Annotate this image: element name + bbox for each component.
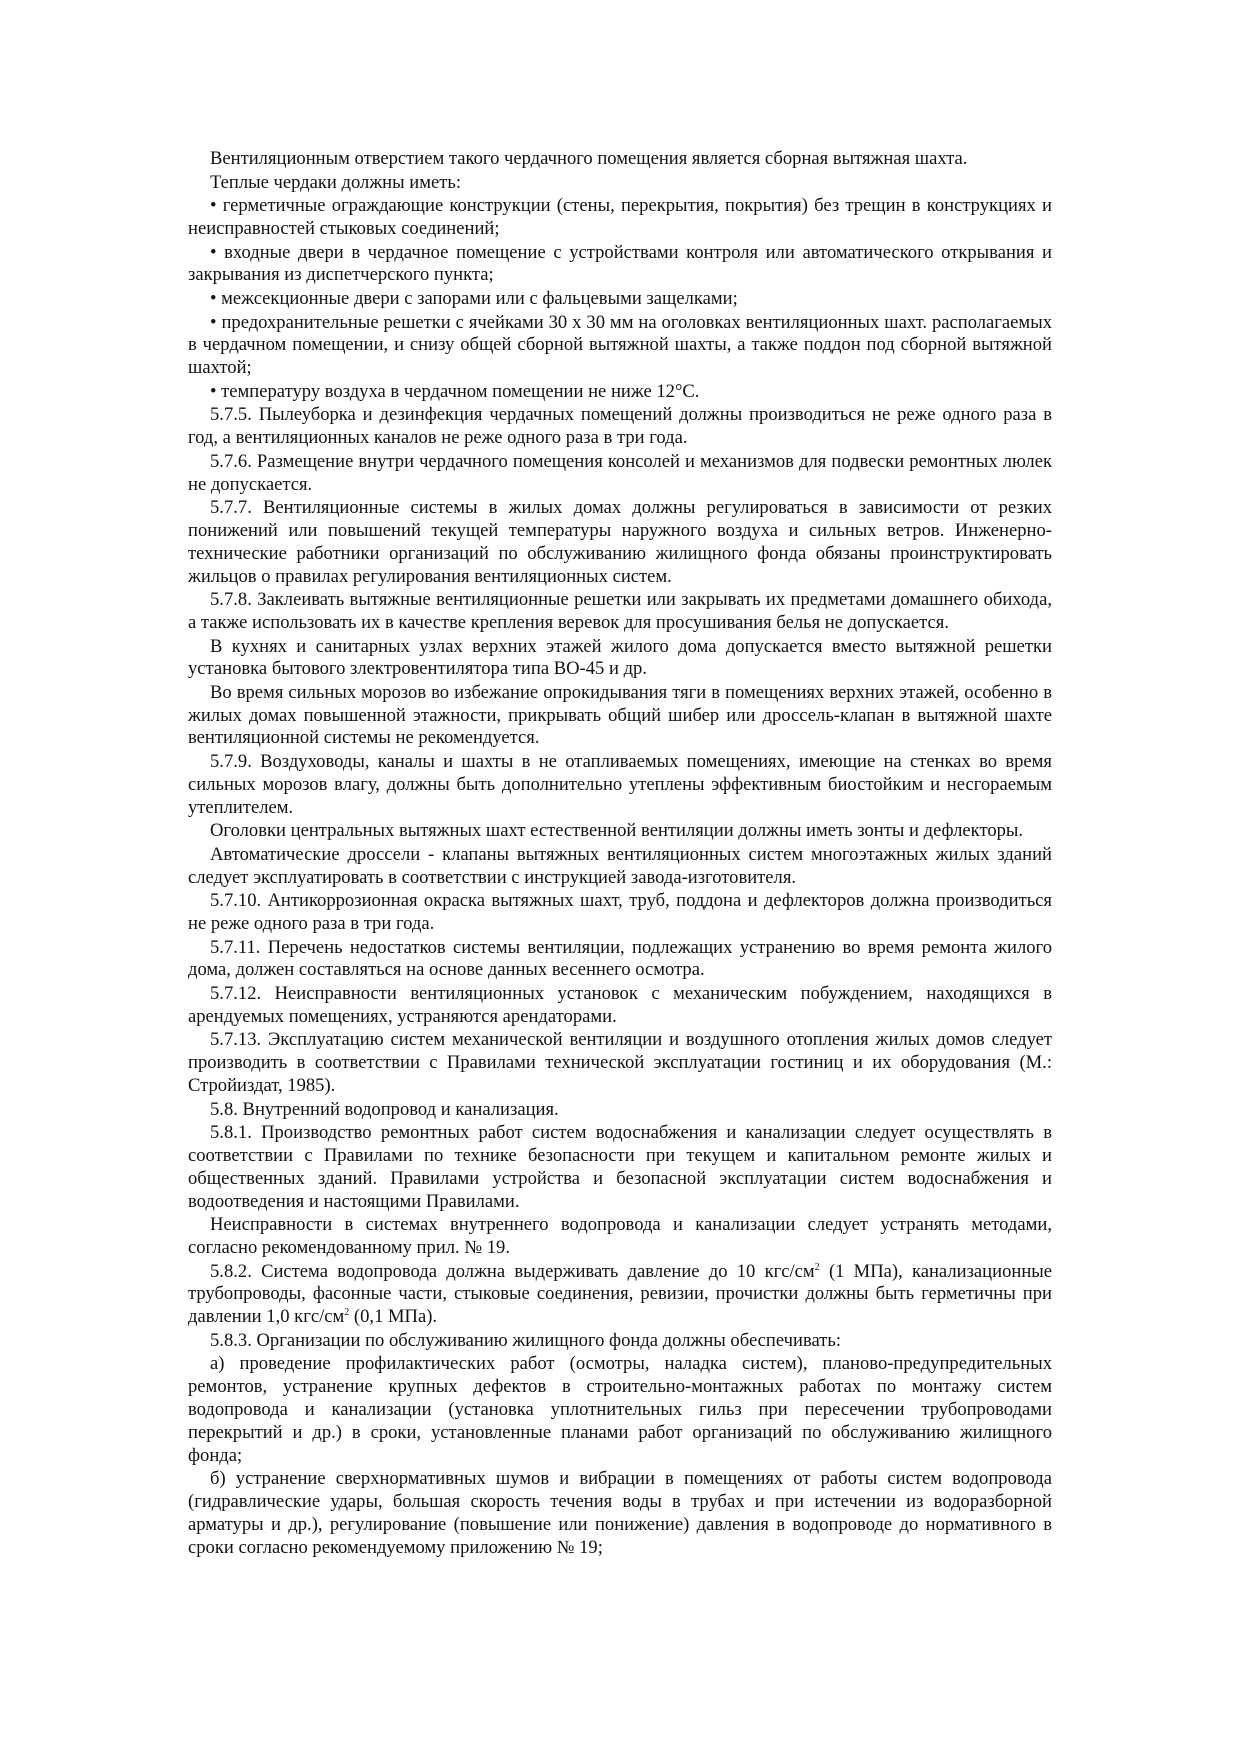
paragraph: Неисправности в системах внутреннего водопровода и канализации следует устранять методами, согласно рекомендованному прил. № 19. <box>188 1214 1052 1258</box>
paragraph: Теплые чердаки должны иметь: <box>210 171 461 193</box>
clause-5-7-7: 5.7.7. Вентиляционные системы в жилых домах должны регулироваться в зависимости от резких понижений или повышений текущей температуры наружного воздуха и сильных ветров. Инженерно-технические работники организаций по обслуживанию жилищного фонда обязаны проинструктировать жильцов о правилах регулирования вентиляционных систем. <box>188 497 1052 587</box>
clause-5-7-5: 5.7.5. Пылеуборка и дезинфекция чердачных помещений должны производиться не реже одного раза в год, а вентиляционных каналов не реже одного раза в три года. <box>188 404 1052 449</box>
clause-5-7-8: 5.7.8. Заклеивать вытяжные вентиляционные решетки или закрывать их предметами домашнего обихода, а также использовать их в качестве крепления веревок для просушивания белья не допускается. <box>188 589 1052 633</box>
clause-5-7-11: 5.7.11. Перечень недостатков системы вентиляции, подлежащих устранению во время ремонта жилого дома, должен составляться на основе данных весеннего осмотра. <box>188 936 1052 981</box>
clause-5-8-3: 5.8.3. Организации по обслуживанию жилищного фонда должны обеспечивать: <box>210 1329 842 1351</box>
list-item-b: б) устранение сверхнормативных шумов и вибрации в помещениях от работы систем водопровода (гидравлические удары, большая скорость течения воды в трубах и при истечении из водоразборной арматуры и др.), регулирование (повышение или понижение) давления в водопроводе до нормативного в сроки согласно рекомендуемому приложению № 19; <box>188 1468 1052 1558</box>
bullet-item: • межсекционные двери с запорами или с фальцевыми защелками; <box>210 287 738 309</box>
bullet-item: • температуру воздуха в чердачном помещении не ниже 12°С. <box>210 380 700 402</box>
section-heading-5-8: 5.8. Внутренний водопровод и канализация. <box>210 1098 559 1120</box>
paragraph: В кухнях и санитарных узлах верхних этажей жилого дома допускается вместо вытяжной решетки установка бытового злектровентилятора типа ВО-45 и др. <box>188 635 1052 680</box>
clause-5-8-2-text: 5.8.2. Система водопровода должна выдерживать давление до 10 кгс/см <box>210 1260 815 1282</box>
clause-5-8-2-text: (1 МПа), канализационные трубопроводы, фасонные части, стыковые соединения, ревизии, прочистки должны быть герметичны при давлении 1,0 кгс/см <box>188 1260 1053 1328</box>
paragraph: Вентиляционным отверстием такого чердачного помещения является сборная вытяжная шахта. <box>210 148 968 169</box>
clause-5-7-12: 5.7.12. Неисправности вентиляционных установок с механическим побуждением, находящихся в арендуемых помещениях, устраняются арендаторами. <box>188 983 1052 1027</box>
clause-5-7-9: 5.7.9. Воздуховоды, каналы и шахты в не отапливаемых помещениях, имеющие на стенках во время сильных морозов влагу, должны быть дополнительно утеплены эффективным биостойким и несгораемым утеплителем. <box>188 751 1052 818</box>
bullet-item: • герметичные ограждающие конструкции (стены, перекрытия, покрытия) без трещин в конструкциях и неисправностей стыковых соединений; <box>188 195 1052 239</box>
bullet-item: • входные двери в чердачное помещение с устройствами контроля или автоматического открывания и закрывания из диспетчерского пункта; <box>188 241 1052 286</box>
clause-5-7-13: 5.7.13. Эксплуатацию систем механической вентиляции и воздушного отопления жилых домов следует производить в соответствии с Правилами технической эксплуатации гостиниц и их оборудования (М.: Стройиздат, 1985). <box>188 1029 1052 1097</box>
clause-5-8-2 <box>188 1261 1052 1329</box>
clause-5-8-1: 5.8.1. Производство ремонтных работ систем водоснабжения и канализации следует осуществлять в соответствии с Правилами по технике безопасности при текущем и капитальном ремонте жилых и общественных зданий. Правилами устройства и безопасной эксплуатации систем водоснабжения и водоотведения и настоящими Правилами. <box>188 1122 1052 1212</box>
paragraph: Во время сильных морозов во избежание опрокидывания тяги в помещениях верхних этажей, особенно в жилых домах повышенной этажности, прикрывать общий шибер или дроссель-клапан в вытяжной шахте вентиляционной системы не рекомендуется. <box>188 681 1052 749</box>
clause-5-8-2-text: (0,1 МПа). <box>349 1306 438 1328</box>
superscript: 2 <box>814 1261 820 1273</box>
bullet-item: • предохранительные решетки с ячейками 30 х 30 мм на оголовках вентиляционных шахт. располагаемых в чердачном помещении, и снизу общей сборной вытяжной шахты, а также поддон под сборной вытяжной шахтой; <box>188 311 1052 379</box>
paragraph: Оголовки центральных вытяжных шахт естественной вентиляции должны иметь зонты и дефлекторы. <box>210 820 1024 842</box>
superscript: 2 <box>344 1307 350 1319</box>
clause-5-7-6: 5.7.6. Размещение внутри чердачного помещения консолей и механизмов для подвески ремонтных люлек не допускается. <box>188 450 1052 495</box>
list-item-a: а) проведение профилактических работ (осмотры, наладка систем), планово-предупредительных ремонтов, устранение крупных дефектов в строительно-монтажных работах по монтажу систем водопровода и канализации (установка уплотнительных гильз при пересечении трубопроводами перекрытий и др.) в сроки, установленные планами работ организаций по обслуживанию жилищного фонда; <box>188 1353 1052 1466</box>
paragraph: Автоматические дроссели - клапаны вытяжных вентиляционных систем многоэтажных жилых зданий следует эксплуатировать в соответствии с инструкцией завода-изготовителя. <box>188 843 1052 888</box>
clause-5-7-10: 5.7.10. Антикоррозионная окраска вытяжных шахт, труб, поддона и дефлекторов должна производиться не реже одного раза в три года. <box>188 890 1052 935</box>
document-page <box>188 148 1052 1559</box>
